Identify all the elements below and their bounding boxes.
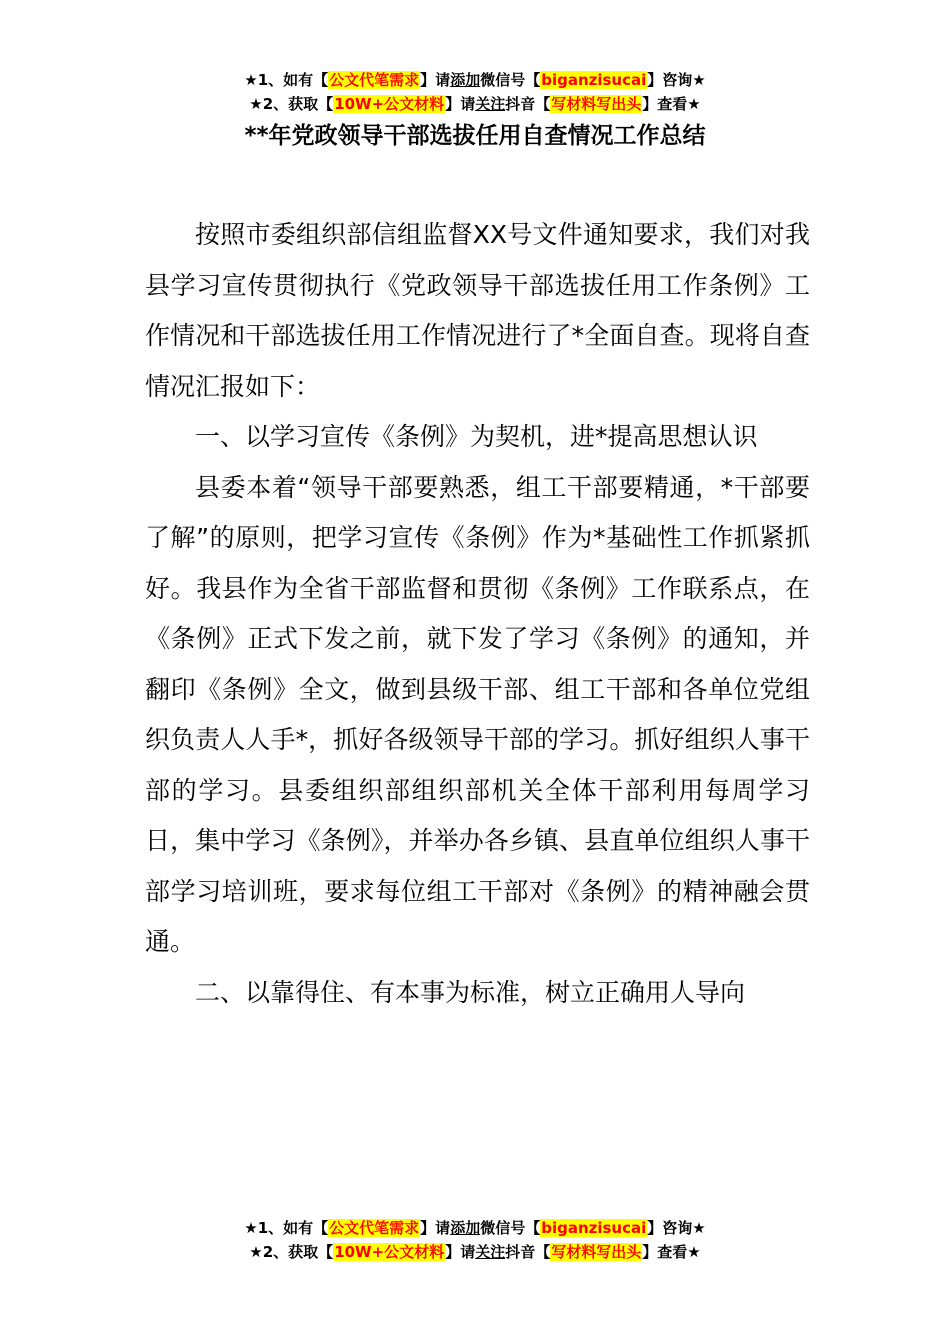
banner-text: 抖音【 [505, 1243, 551, 1261]
highlight-writing-service: 公文代笔需求 [329, 71, 420, 89]
highlight-materials: 10W+公文材料 [334, 1243, 445, 1261]
section-heading-1: 一、以学习宣传《条例》为契机，进*提高思想认识 [195, 422, 758, 451]
banner-text: 】请 [445, 1243, 476, 1261]
banner-underlined-text: 关注 [475, 1243, 506, 1261]
banner-text: ★1、如有【 [244, 71, 329, 89]
banner-line-2 [0, 92, 950, 116]
banner-text: 抖音【 [505, 95, 551, 113]
banner-text: 】咨询★ [647, 71, 706, 89]
banner-text: 】咨询★ [647, 1219, 706, 1237]
banner-text: 】查看★ [642, 1243, 701, 1261]
banner-text: 微信号【 [480, 1219, 541, 1237]
banner-line-1 [0, 1216, 950, 1240]
highlight-wechat-id: biganzisucai [541, 1219, 647, 1237]
highlight-douyin-account: 写材料写出头 [551, 1243, 642, 1261]
highlight-writing-service: 公文代笔需求 [329, 1219, 420, 1237]
banner-line-1 [0, 68, 950, 92]
highlight-materials: 10W+公文材料 [334, 95, 445, 113]
document-body [145, 210, 810, 1018]
banner-text: 】查看★ [642, 95, 701, 113]
bottom-banner [0, 1216, 950, 1264]
paragraph-section-1: 县委本着“领导干部要熟悉，组工干部要精通，*干部要了解”的原则，把学习宣传《条例》作为*基础性工作抓紧抓好。我县作为全省干部监督和贯彻《条例》工作联系点，在《条例》正式下发之前，就下发了学习《条例》的通知，并翻印《条例》全文，做到县级干部、组工干部和各单位党组织负责人人手*，抓好各级领导干部的学习。抓好组织人事干部的学习。县委组织部组织部机关全体干部利用每周学习日，集中学习《条例》，并举办各乡镇、县直单位组织人事干部学习培训班，要求每位组工干部对《条例》的精神融会贯通。 [145, 472, 810, 956]
document-title: **年党政领导干部选拔任用自查情况工作总结 [244, 123, 706, 149]
highlight-douyin-account: 写材料写出头 [551, 95, 642, 113]
section-heading-2: 二、以靠得住、有本事为标准，树立正确用人导向 [195, 977, 746, 1007]
paragraph-intro: 按照市委组织部信组监督XX号文件通知要求，我们对我县学习宣传贯彻执行《党政领导干部选拔任用工作条例》工作情况和干部选拔任用工作情况进行了*全面自查。现将自查情况汇报如下： [145, 220, 810, 401]
banner-text: 微信号【 [480, 71, 541, 89]
banner-text: 】请 [445, 95, 476, 113]
banner-text: 】请 [420, 1219, 451, 1237]
banner-line-2 [0, 1240, 950, 1264]
banner-text: 】请 [420, 71, 451, 89]
banner-underlined-text: 添加 [450, 71, 481, 89]
banner-text: ★2、获取【 [249, 95, 334, 113]
top-banner [0, 68, 950, 116]
highlight-wechat-id: biganzisucai [541, 71, 647, 89]
banner-underlined-text: 添加 [450, 1219, 481, 1237]
banner-text: ★1、如有【 [244, 1219, 329, 1237]
banner-text: ★2、获取【 [249, 1243, 334, 1261]
banner-underlined-text: 关注 [475, 95, 506, 113]
